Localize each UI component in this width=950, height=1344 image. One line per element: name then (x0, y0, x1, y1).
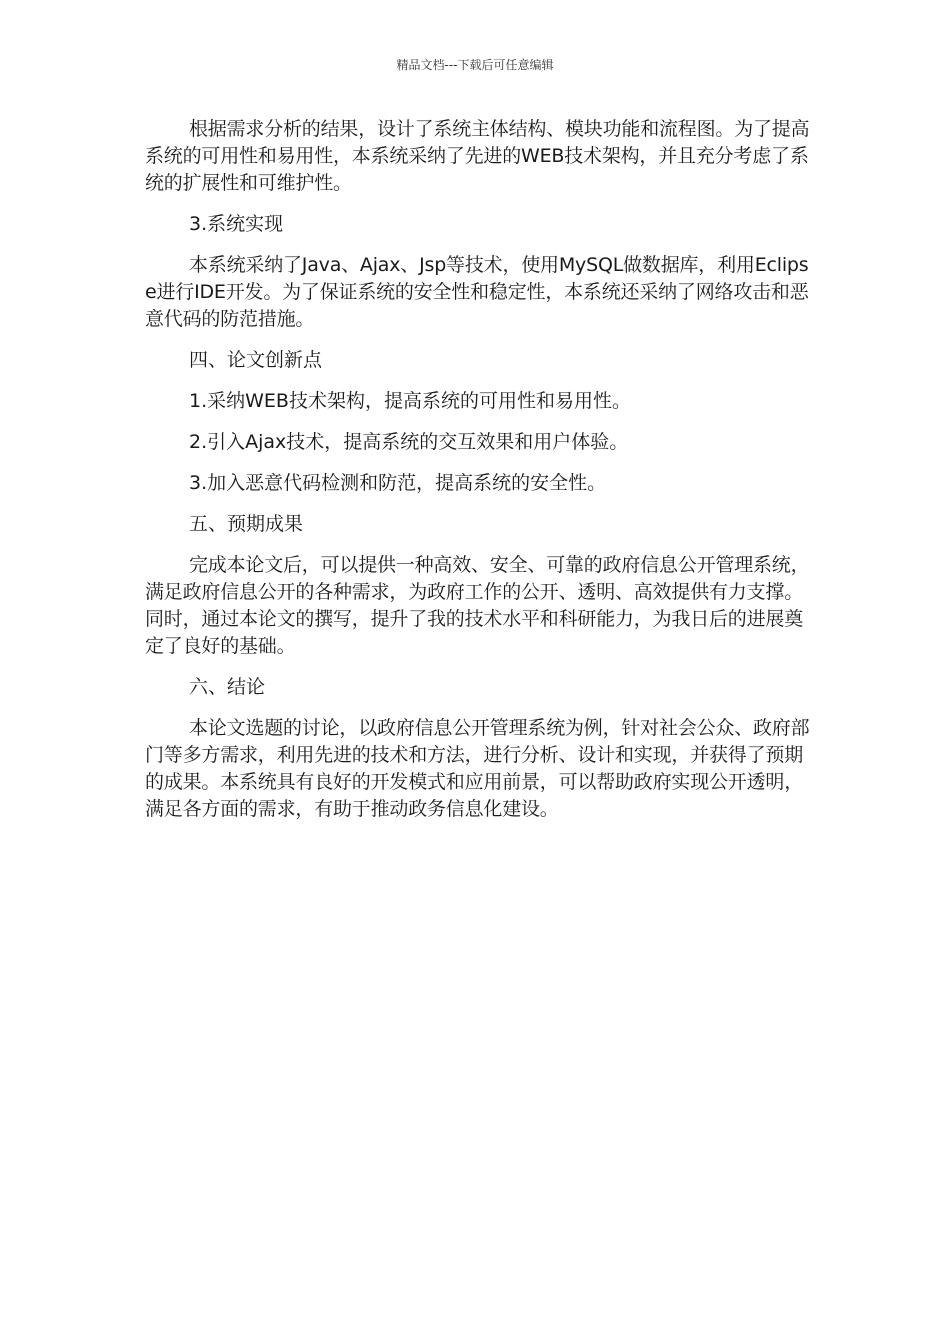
document-body (145, 116, 810, 837)
paragraph-conclusion: 本论文选题的讨论，以政府信息公开管理系统为例，针对社会公众、政府部门等多方需求，利用先进的技术和方法，进行分析、设计和实现，并获得了预期的成果。本系统具有良好的开发模式和应用前景，可以帮助政府实现公开透明，满足各方面的需求，有助于推动政务信息化建设。 (145, 717, 810, 820)
paragraph-design-summary: 根据需求分析的结果，设计了系统主体结构、模块功能和流程图。为了提高系统的可用性和易用性，本系统采纳了先进的WEB技术架构，并且充分考虑了系统的扩展性和可维护性。 (145, 118, 810, 194)
list-item-innovation-1: 1.采纳WEB技术架构，提高系统的可用性和易用性。 (189, 390, 631, 412)
list-item-innovation-3: 3.加入恶意代码检测和防范，提高系统的安全性。 (189, 472, 607, 494)
paragraph-expected-results: 完成本论文后，可以提供一种高效、安全、可靠的政府信息公开管理系统，满足政府信息公开的各种需求，为政府工作的公开、透明、高效提供有力支撑。同时，通过本论文的撰写，提升了我的技术水平和科研能力，为我日后的进展奠定了良好的基础。 (145, 554, 810, 657)
section-heading-expected-results: 五、预期成果 (189, 513, 304, 535)
section-heading-conclusion: 六、结论 (189, 676, 266, 698)
section-heading-innovations: 四、论文创新点 (189, 349, 323, 371)
section-heading-system-implementation: 3.系统实现 (189, 213, 284, 235)
list-item-innovation-2: 2.引入Ajax技术，提高系统的交互效果和用户体验。 (189, 431, 629, 453)
paragraph-implementation: 本系统采纳了Java、Ajax、Jsp等技术，使用MySQL做数据库，利用Eclipse进行IDE开发。为了保证系统的安全性和稳定性，本系统还采纳了网络攻击和恶意代码的防范措施。 (145, 254, 809, 330)
page-header: 精品文档---下载后可任意编辑 (396, 58, 554, 72)
